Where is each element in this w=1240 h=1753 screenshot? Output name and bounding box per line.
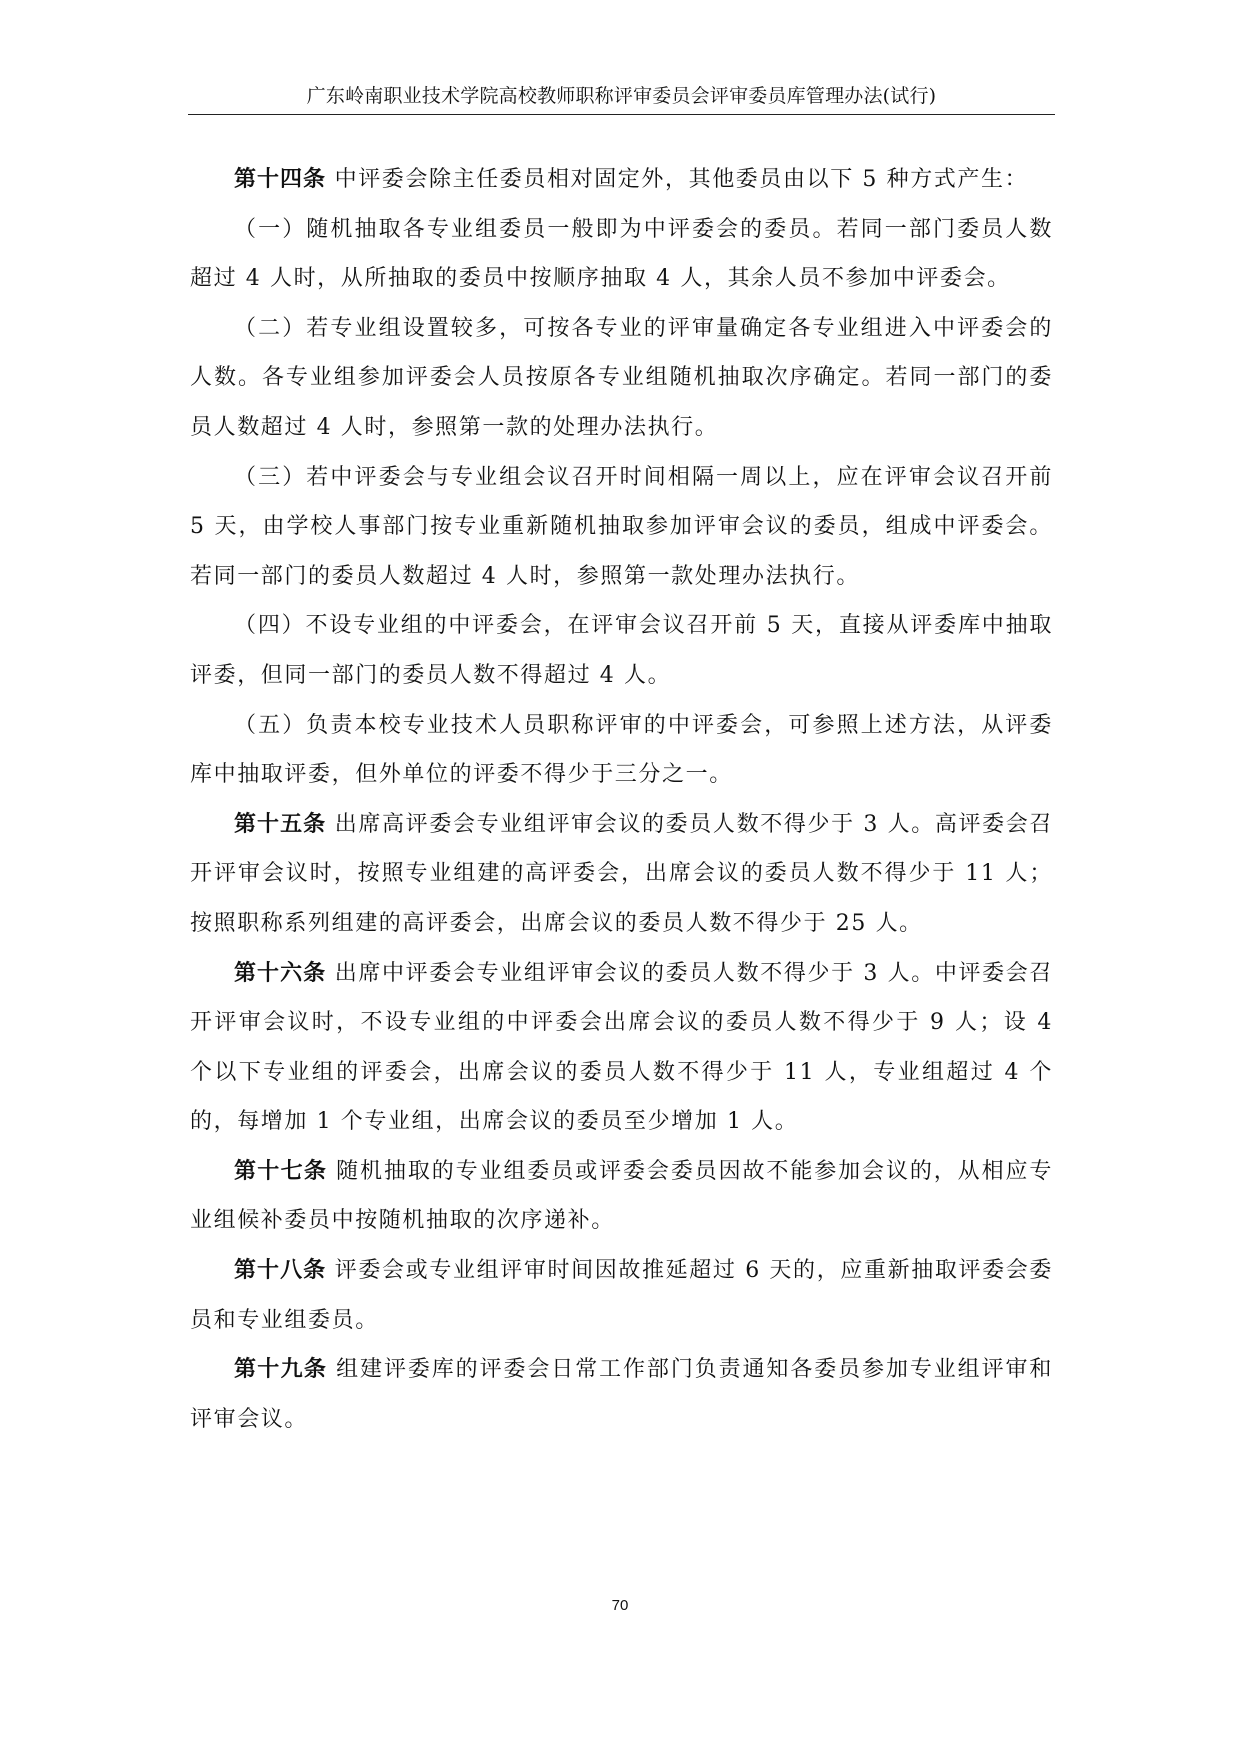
paragraph-text: （一）随机抽取各专业组委员一般即为中评委会的委员。若同一部门委员人数超过 4 人时，从所抽取的委员中按顺序抽取 4 人，其余人员不参加中评委会。 — [190, 216, 1053, 292]
paragraph-text: （三）若中评委会与专业组会议召开时间相隔一周以上，应在评审会议召开前 5 天，由学校人事部门按专业重新随机抽取参加评审会议的委员，组成中评委会。若同一部门的委员人数超过 4 人时，参照第一款处理办法执行。 — [190, 464, 1053, 589]
paragraph-text: （二）若专业组设置较多，可按各专业的评审量确定各专业组进入中评委会的人数。各专业组参加评委会人员按原各专业组随机抽取次序确定。若同一部门的委员人数超过 4 人时，参照第一款的处理办法执行。 — [190, 315, 1053, 440]
paragraph-article-17 — [190, 1147, 1053, 1246]
paragraph-text: （五）负责本校专业技术人员职称评审的中评委会，可参照上述方法，从评委库中抽取评委，但外单位的评委不得少于三分之一。 — [190, 712, 1053, 788]
paragraph-clause-1 — [190, 205, 1053, 304]
paragraph-clause-5 — [190, 701, 1053, 800]
paragraph-text: 出席中评委会专业组评审会议的委员人数不得少于 3 人。中评委会召开评审会议时，不设专业组的中评委会出席会议的委员人数不得少于 9 人；设 4 个以下专业组的评委会，出席会议的委员人数不得少于 11 人，专业组超过 4 个的，每增加 1 个专业组，出席会议的委员至少增加 1 人。 — [190, 960, 1053, 1135]
article-number: 第十七条 — [234, 1158, 328, 1184]
article-number: 第十九条 — [234, 1357, 328, 1383]
paragraph-text: 组建评委库的评委会日常工作部门负责通知各委员参加专业组评审和评审会议。 — [190, 1357, 1053, 1432]
article-number: 第十四条 — [234, 167, 327, 192]
running-header: 广东岭南职业技术学院高校教师职称评审委员会评审委员库管理办法(试行) — [306, 85, 937, 107]
paragraph-text: 随机抽取的专业组委员或评委会委员因故不能参加会议的，从相应专业组候补委员中按随机抽取的次序递补。 — [190, 1158, 1053, 1234]
paragraph-clause-4 — [190, 601, 1053, 700]
paragraph-clause-2 — [190, 304, 1053, 453]
paragraph-text: 出席高评委会专业组评审会议的委员人数不得少于 3 人。高评委会召开评审会议时，按照专业组建的高评委会，出席会议的委员人数不得少于 11 人；按照职称系列组建的高评委会，出席会议的委员人数不得少于 25 人。 — [190, 811, 1053, 936]
paragraph-article-19 — [190, 1345, 1053, 1444]
paragraph-article-16 — [190, 949, 1053, 1147]
paragraph-clause-3 — [190, 453, 1053, 602]
document-body — [190, 155, 1053, 1444]
article-number: 第十五条 — [234, 811, 327, 837]
page-number: 70 — [611, 1597, 629, 1614]
paragraph-text: 中评委会除主任委员相对固定外，其他委员由以下 5 种方式产生： — [334, 167, 1029, 192]
paragraph-text: 评委会或专业组评审时间因故推延超过 6 天的，应重新抽取评委会委员和专业组委员。 — [190, 1258, 1053, 1333]
paragraph-article-18 — [190, 1246, 1053, 1345]
paragraph-text: （四）不设专业组的中评委会，在评审会议召开前 5 天，直接从评委库中抽取评委，但同一部门的委员人数不得超过 4 人。 — [190, 613, 1053, 688]
paragraph-article-14 — [190, 155, 1053, 205]
paragraph-article-15 — [190, 800, 1053, 949]
article-number: 第十六条 — [234, 960, 327, 986]
header-rule — [188, 114, 1055, 115]
article-number: 第十八条 — [234, 1258, 327, 1284]
